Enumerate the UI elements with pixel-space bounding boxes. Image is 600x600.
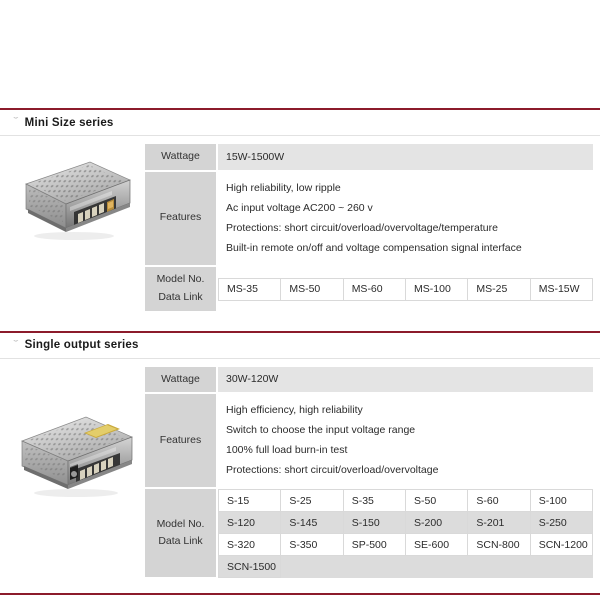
model-cell[interactable]: S-250 [530,512,592,534]
label-data-link: Data Link [158,290,203,303]
feature-line: High reliability, low ripple [226,181,341,194]
model-cell[interactable]: MS-100 [406,278,468,300]
section-gap [0,313,600,331]
model-cell[interactable]: SP-500 [343,534,405,556]
model-cell[interactable]: S-145 [281,512,343,534]
footer-divider [0,593,600,595]
label-model-no: Model No. [156,272,205,285]
model-cell[interactable]: S-200 [406,512,468,534]
table-row [219,556,593,578]
model-cell[interactable]: MS-15W [530,278,592,300]
table-row-features [145,393,593,488]
chevron-down-icon[interactable]: ˇ [13,338,19,351]
label-wattage: Wattage [145,367,217,394]
label-wattage: Wattage [145,144,217,171]
power-supply-image [12,154,134,246]
model-cell-empty [281,556,343,578]
model-cell[interactable]: S-120 [219,512,281,534]
model-cell[interactable]: SE-600 [406,534,468,556]
model-cell[interactable]: S-150 [343,512,405,534]
product-photo-mini-size [0,144,145,246]
table-row-wattage [145,367,593,394]
section-body [0,359,600,580]
value-wattage: 30W-120W [217,367,593,394]
value-models [217,266,593,312]
table-row-features [145,171,593,266]
section-header-mini-size-series[interactable] [0,108,600,136]
value-features [217,393,593,488]
label-model-no-data-link [145,266,217,312]
label-features: Features [145,171,217,266]
model-grid-mini-size [218,278,593,301]
model-cell[interactable]: MS-25 [468,278,530,300]
feature-line: 100% full load burn-in test [226,444,348,457]
model-cell[interactable]: S-15 [219,490,281,512]
model-cell-empty [343,556,405,578]
label-features: Features [145,393,217,488]
section-single-output-series [0,331,600,580]
model-grid-single-output [218,489,593,578]
table-row [219,278,593,300]
value-models [217,488,593,578]
section-header-single-output-series[interactable] [0,331,600,359]
section-title: Mini Size series [24,116,114,129]
power-supply-image [12,407,134,499]
feature-line: Switch to choose the input voltage range [226,424,416,437]
model-cell[interactable]: S-35 [343,490,405,512]
table-row [219,490,593,512]
model-cell-empty [406,556,468,578]
feature-line: Protections: short circuit/overload/overvoltage [226,464,439,477]
chevron-down-icon[interactable]: ˇ [13,116,19,128]
model-cell[interactable]: MS-60 [343,278,405,300]
model-cell[interactable]: S-60 [468,490,530,512]
section-body [0,136,600,313]
section-title: Single output series [24,339,139,352]
table-row-models [145,266,593,312]
tail-space [0,579,600,593]
model-cell-empty [468,556,530,578]
spec-table-single-output [145,367,593,580]
table-row [219,512,593,534]
label-model-no: Model No. [156,517,205,530]
model-cell[interactable]: S-201 [468,512,530,534]
table-row-wattage [145,144,593,171]
product-photo-single-output [0,367,145,499]
label-model-no-data-link [145,488,217,578]
table-row-models [145,488,593,578]
model-cell[interactable]: SCN-800 [468,534,530,556]
feature-line: Built-in remote on/off and voltage compensation signal interface [226,241,522,254]
model-cell[interactable]: SCN-1200 [530,534,592,556]
model-cell[interactable]: S-25 [281,490,343,512]
value-wattage: 15W-1500W [217,144,593,171]
model-cell[interactable]: MS-35 [219,278,281,300]
section-mini-size-series [0,108,600,313]
value-features [217,171,593,266]
label-data-link: Data Link [158,535,203,548]
feature-line: Ac input voltage AC200 ~ 260 v [226,201,373,214]
model-cell[interactable]: S-320 [219,534,281,556]
model-cell[interactable]: S-50 [406,490,468,512]
feature-line: Protections: short circuit/overload/overvoltage/temperature [226,221,498,234]
top-spacer [0,0,600,108]
feature-line: High efficiency, high reliability [226,404,363,417]
model-cell[interactable]: MS-50 [281,278,343,300]
table-row [219,534,593,556]
model-cell[interactable]: SCN-1500 [219,556,281,578]
model-cell[interactable]: S-350 [281,534,343,556]
spec-table-mini-size [145,144,593,313]
model-cell[interactable]: S-100 [530,490,592,512]
model-cell-empty [530,556,592,578]
